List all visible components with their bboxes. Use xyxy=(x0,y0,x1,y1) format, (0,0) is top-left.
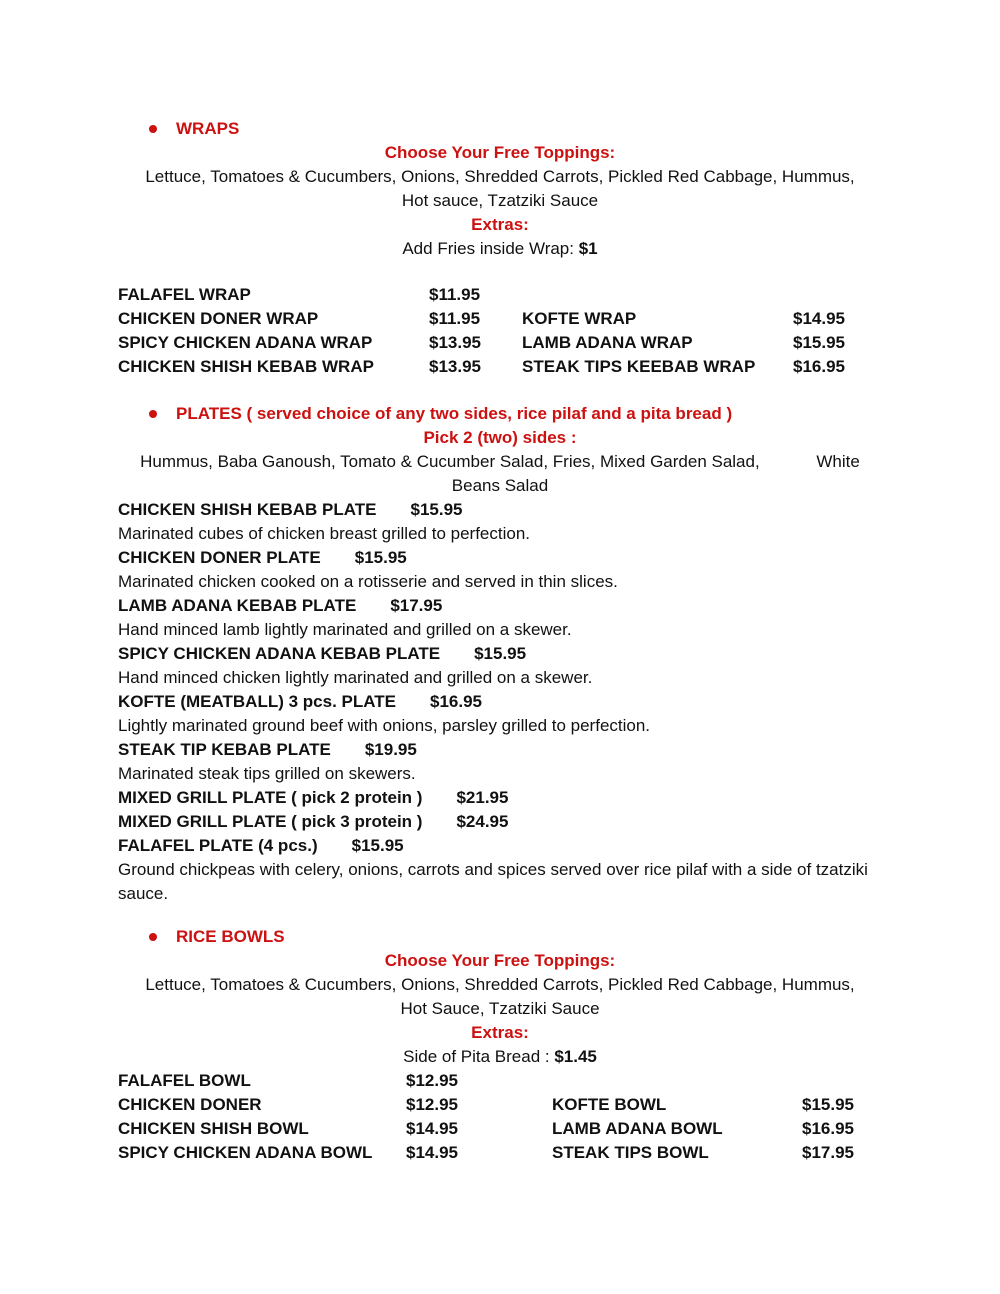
item-price: $12.95 xyxy=(406,1071,458,1090)
item-description: Marinated cubes of chicken breast grilled to perfection. xyxy=(118,524,531,543)
item-name: CHICKEN DONER xyxy=(118,1095,262,1114)
item-price: $11.95 xyxy=(429,309,481,328)
item-price xyxy=(793,283,882,307)
section-title-plates: PLATES ( served choice of any two sides, rice pilaf and a pita bread ) xyxy=(176,404,733,423)
item-price: $12.95 xyxy=(406,1095,458,1114)
item-description: Hand minced chicken lightly marinated and grilled on a skewer. xyxy=(118,668,593,687)
item-description: Ground chickpeas with celery, onions, carrots and spices served over rice pilaf with a side of tzatziki sauce. xyxy=(118,860,868,903)
item-price: $14.95 xyxy=(793,309,845,328)
bowls-toppings-title: Choose Your Free Toppings: xyxy=(384,951,616,970)
wraps-extras-line xyxy=(118,237,882,261)
menu-item-line xyxy=(118,834,882,858)
item-name: CHICKEN SHISH BOWL xyxy=(118,1119,309,1138)
item-price: $14.95 xyxy=(406,1119,458,1138)
bullet-icon xyxy=(149,410,157,418)
item-price: $21.95 xyxy=(456,788,509,807)
item-name: CHICKEN DONER WRAP xyxy=(118,309,319,328)
item-price: $16.95 xyxy=(802,1119,854,1138)
item-description: Marinated chicken cooked on a rotisserie and served in thin slices. xyxy=(118,572,618,591)
item-price xyxy=(802,1069,882,1093)
item-price: $14.95 xyxy=(406,1143,458,1162)
item-name: SPICY CHICKEN ADANA WRAP xyxy=(118,333,373,352)
item-name: STEAK TIP KEBAB PLATE xyxy=(118,740,331,759)
wraps-extras-price: $1 xyxy=(578,239,598,258)
bowls-extras-price: $1.45 xyxy=(554,1047,597,1066)
section-title-wraps: WRAPS xyxy=(176,119,240,138)
bowls-extras-label: Side of Pita Bread : xyxy=(403,1047,555,1066)
wraps-extras-title: Extras: xyxy=(471,215,529,234)
plates-section-heading xyxy=(118,402,882,426)
item-name: FALAFEL WRAP xyxy=(118,285,251,304)
wraps-toppings-line1: Lettuce, Tomatoes & Cucumbers, Onions, Shredded Carrots, Pickled Red Cabbage, Hummus, xyxy=(145,167,855,186)
menu-content xyxy=(118,0,882,1165)
bullet-icon xyxy=(149,933,157,941)
item-name: LAMB ADANA BOWL xyxy=(552,1119,723,1138)
wraps-toppings-line2: Hot sauce, Tzatziki Sauce xyxy=(401,191,599,210)
item-name: CHICKEN DONER PLATE xyxy=(118,548,321,567)
item-name: KOFTE (MEATBALL) 3 pcs. PLATE xyxy=(118,692,396,711)
item-name: STEAK TIPS KEEBAB WRAP xyxy=(522,357,756,376)
item-description: Hand minced lamb lightly marinated and grilled on a skewer. xyxy=(118,620,572,639)
bullet-icon xyxy=(149,125,157,133)
section-title-bowls: RICE BOWLS xyxy=(176,927,285,946)
bowls-extras-title: Extras: xyxy=(471,1023,529,1042)
menu-item-line xyxy=(118,786,882,810)
item-price: $17.95 xyxy=(390,596,443,615)
menu-item-line xyxy=(118,546,882,570)
item-price: $15.95 xyxy=(354,548,407,567)
menu-item-line xyxy=(118,690,882,714)
item-price: $11.95 xyxy=(429,285,481,304)
item-price: $19.95 xyxy=(364,740,417,759)
menu-item-line xyxy=(118,810,882,834)
item-price: $15.95 xyxy=(474,644,527,663)
item-price: $15.95 xyxy=(802,1095,854,1114)
item-description: Lightly marinated ground beef with onions, parsley grilled to perfection. xyxy=(118,716,651,735)
item-name: MIXED GRILL PLATE ( pick 3 protein ) xyxy=(118,812,423,831)
item-name: SPICY CHICKEN ADANA BOWL xyxy=(118,1143,373,1162)
bowls-toppings-line2: Hot Sauce, Tzatziki Sauce xyxy=(400,999,600,1018)
bowls-section-heading xyxy=(118,925,882,949)
item-name: CHICKEN SHISH KEBAB WRAP xyxy=(118,357,374,376)
bowls-toppings-line1: Lettuce, Tomatoes & Cucumbers, Onions, Shredded Carrots, Pickled Red Cabbage, Hummus, xyxy=(145,975,855,994)
item-price: $16.95 xyxy=(429,692,482,711)
wraps-price-table xyxy=(118,283,882,379)
plates-sides-line2: Beans Salad xyxy=(451,476,549,495)
item-name xyxy=(522,283,793,307)
item-price: $13.95 xyxy=(429,357,481,376)
menu-item-line xyxy=(118,594,882,618)
item-price: $16.95 xyxy=(793,357,845,376)
item-description: Marinated steak tips grilled on skewers. xyxy=(118,764,416,783)
menu-item-line xyxy=(118,642,882,666)
plates-sides-title: Pick 2 (two) sides : xyxy=(423,428,577,447)
item-price: $17.95 xyxy=(802,1143,854,1162)
item-price: $24.95 xyxy=(456,812,509,831)
bowls-price-table xyxy=(118,1069,882,1165)
item-price: $15.95 xyxy=(793,333,845,352)
item-name: KOFTE BOWL xyxy=(552,1095,667,1114)
item-name: FALAFEL PLATE (4 pcs.) xyxy=(118,836,318,855)
wraps-toppings-title: Choose Your Free Toppings: xyxy=(384,143,616,162)
item-name xyxy=(552,1069,802,1093)
item-name: FALAFEL BOWL xyxy=(118,1071,251,1090)
wraps-extras-label: Add Fries inside Wrap: xyxy=(402,239,579,258)
plates-item-list xyxy=(118,498,882,906)
wraps-section-heading xyxy=(118,117,882,141)
item-name: SPICY CHICKEN ADANA KEBAB PLATE xyxy=(118,644,441,663)
menu-item-line xyxy=(118,738,882,762)
item-price: $13.95 xyxy=(429,333,481,352)
item-name: MIXED GRILL PLATE ( pick 2 protein ) xyxy=(118,788,423,807)
bowls-extras-line xyxy=(118,1045,882,1069)
item-price: $15.95 xyxy=(351,836,404,855)
plates-sides-line1: Hummus, Baba Ganoush, Tomato & Cucumber Salad, Fries, Mixed Garden Salad, White xyxy=(140,452,860,471)
item-name: LAMB ADANA KEBAB PLATE xyxy=(118,596,357,615)
item-name: STEAK TIPS BOWL xyxy=(552,1143,709,1162)
item-price: $15.95 xyxy=(410,500,463,519)
item-name: LAMB ADANA WRAP xyxy=(522,333,693,352)
menu-item-line xyxy=(118,498,882,522)
item-name: CHICKEN SHISH KEBAB PLATE xyxy=(118,500,377,519)
item-name: KOFTE WRAP xyxy=(522,309,637,328)
